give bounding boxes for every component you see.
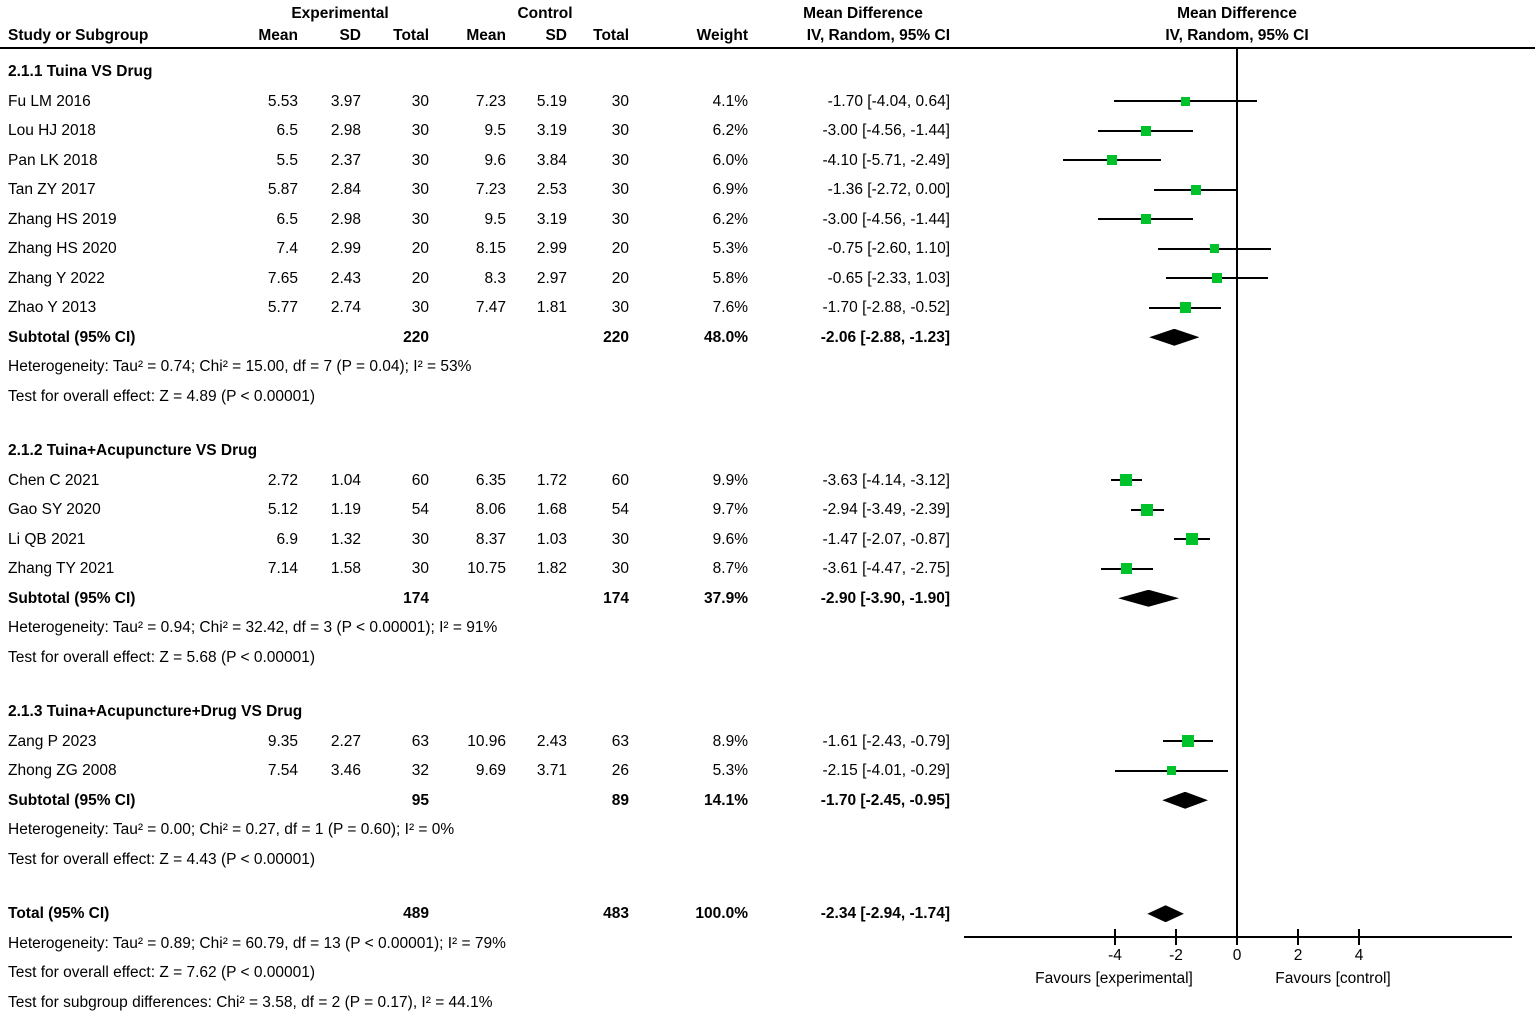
study-ctrl-total: 30 (611, 151, 629, 169)
total-overall-effect-line: Test for overall effect: Z = 7.62 (P < 0.00001) (8, 964, 316, 981)
study-exp-mean: 5.77 (267, 299, 298, 316)
study-name: Zang P 2023 (8, 732, 97, 750)
overall-effect-line: Test for overall effect: Z = 4.89 (P < 0.00001) (8, 387, 316, 405)
study-ctrl-sd: 2.43 (536, 732, 567, 750)
study-exp-total: 30 (411, 210, 429, 228)
axis-tick (1297, 929, 1299, 945)
total-label: Total (95% CI) (8, 905, 110, 922)
study-ctrl-total: 30 (611, 210, 629, 228)
effect-square (1180, 302, 1191, 313)
study-exp-total: 20 (411, 240, 429, 257)
study-exp-mean: 7.14 (267, 560, 298, 577)
effect-square (1186, 533, 1198, 545)
exp-total-col-header: Total (393, 27, 429, 44)
study-exp-mean: 6.9 (276, 530, 298, 548)
study-ctrl-mean: 9.5 (484, 122, 506, 139)
study-name: Zhong ZG 2008 (8, 762, 117, 779)
ci-plot-header: IV, Random, 95% CI (1165, 27, 1309, 44)
study-ctrl-sd: 1.81 (536, 299, 567, 316)
subtotal-exp-total: 174 (403, 589, 429, 607)
study-ci-text: -3.00 [-4.56, -1.44] (822, 122, 950, 139)
total-ctrl-total: 483 (603, 905, 629, 922)
effect-square (1141, 126, 1151, 136)
study-ctrl-mean: 8.15 (475, 240, 506, 257)
axis-line (964, 936, 1512, 938)
study-name: Zhang HS 2019 (8, 210, 117, 228)
subtotal-exp-total: 220 (403, 328, 429, 346)
weight-col-header: Weight (696, 27, 748, 44)
subtotal-diamond (1162, 792, 1208, 809)
study-ctrl-mean: 9.69 (475, 762, 506, 779)
study-ci-text: -3.00 [-4.56, -1.44] (822, 210, 950, 228)
study-name: Zhang Y 2022 (8, 269, 105, 287)
study-col-header: Study or Subgroup (8, 27, 149, 44)
study-ci-text: -3.63 [-4.14, -3.12] (822, 471, 950, 489)
study-ci-text: -0.65 [-2.33, 1.03] (827, 269, 950, 287)
effect-square (1141, 504, 1153, 516)
effect-square (1191, 185, 1201, 195)
study-ci-text: -1.70 [-4.04, 0.64] (827, 92, 950, 110)
subtotal-weight: 48.0% (704, 328, 748, 346)
effect-square (1181, 97, 1190, 106)
axis-tick-label: -2 (1169, 947, 1183, 964)
study-ctrl-total: 30 (611, 299, 629, 316)
study-ctrl-sd: 2.97 (536, 269, 567, 287)
study-exp-mean: 7.4 (276, 240, 298, 257)
study-ctrl-sd: 1.68 (536, 501, 567, 518)
study-weight: 6.9% (712, 181, 748, 198)
study-ctrl-mean: 7.23 (475, 92, 506, 110)
study-ctrl-total: 30 (611, 122, 629, 139)
study-weight: 9.9% (712, 471, 748, 489)
subtotal-diamond (1149, 329, 1199, 346)
favours-left-label: Favours [experimental] (1035, 970, 1193, 987)
study-exp-total: 30 (411, 560, 429, 577)
study-ctrl-mean: 10.75 (467, 560, 506, 577)
study-ctrl-sd: 1.72 (536, 471, 567, 489)
study-ci-text: -0.75 [-2.60, 1.10] (827, 240, 950, 257)
subtotal-ctrl-total: 174 (603, 589, 629, 607)
study-weight: 5.8% (712, 269, 748, 287)
study-weight: 7.6% (712, 299, 748, 316)
study-ctrl-total: 20 (611, 240, 629, 257)
study-exp-sd: 3.46 (330, 762, 361, 779)
study-ctrl-mean: 8.3 (484, 269, 506, 287)
subtotal-weight: 14.1% (704, 791, 748, 809)
effect-square (1107, 155, 1117, 165)
study-exp-total: 30 (411, 151, 429, 169)
study-ctrl-total: 26 (611, 762, 629, 779)
ci-col-header: IV, Random, 95% CI (806, 27, 950, 44)
study-ctrl-total: 63 (611, 732, 629, 750)
total-exp-total: 489 (403, 905, 429, 922)
ctrl-mean-col-header: Mean (466, 27, 506, 44)
study-exp-sd: 2.98 (330, 210, 361, 228)
study-ctrl-total: 30 (611, 560, 629, 577)
subtotal-weight: 37.9% (704, 589, 748, 607)
effect-square (1120, 474, 1132, 486)
effect-square (1121, 563, 1132, 574)
study-exp-mean: 6.5 (276, 122, 298, 139)
subtotal-exp-total: 95 (411, 791, 429, 809)
total-diamond (1147, 905, 1184, 922)
study-ci-text: -2.94 [-3.49, -2.39] (822, 501, 950, 518)
study-exp-total: 54 (411, 501, 429, 518)
axis-tick (1358, 929, 1360, 945)
subgroup-differences-line: Test for subgroup differences: Chi² = 3.58, df = 2 (P = 0.17), I² = 44.1% (8, 993, 493, 1011)
group-control-header: Control (517, 5, 573, 22)
axis-tick (1114, 929, 1116, 945)
study-ctrl-mean: 9.6 (484, 151, 506, 169)
section-title: 2.1.3 Tuina+Acupuncture+Drug VS Drug (8, 703, 303, 720)
subtotal-label: Subtotal (95% CI) (8, 791, 136, 809)
axis-tick-label: 4 (1354, 947, 1364, 964)
study-ctrl-mean: 7.47 (475, 299, 506, 316)
study-name: Lou HJ 2018 (8, 122, 96, 139)
subtotal-ci-text: -2.90 [-3.90, -1.90] (820, 589, 950, 607)
zero-line (1236, 49, 1238, 936)
study-exp-sd: 2.37 (330, 151, 361, 169)
study-exp-mean: 9.35 (267, 732, 298, 750)
overall-effect-line: Test for overall effect: Z = 4.43 (P < 0.00001) (8, 850, 316, 868)
study-weight: 6.0% (712, 151, 748, 169)
study-exp-sd: 1.04 (330, 471, 361, 489)
effect-square (1141, 214, 1151, 224)
study-ci-text: -1.47 [-2.07, -0.87] (822, 530, 950, 548)
study-exp-total: 30 (411, 299, 429, 316)
heterogeneity-line: Heterogeneity: Tau² = 0.74; Chi² = 15.00, df = 7 (P = 0.04); I² = 53% (8, 358, 472, 375)
subtotal-ci-text: -1.70 [-2.45, -0.95] (820, 791, 950, 809)
study-ctrl-sd: 1.03 (536, 530, 567, 548)
study-ci-text: -2.15 [-4.01, -0.29] (822, 762, 950, 779)
ctrl-total-col-header: Total (593, 27, 629, 44)
favours-right-label: Favours [control] (1275, 970, 1391, 987)
study-ctrl-mean: 7.23 (475, 181, 506, 198)
study-weight: 6.2% (712, 210, 748, 228)
study-ctrl-sd: 5.19 (536, 92, 567, 110)
study-name: Li QB 2021 (8, 530, 86, 548)
total-weight: 100.0% (695, 905, 748, 922)
header-separator-line (0, 47, 1535, 49)
study-exp-total: 30 (411, 122, 429, 139)
study-ci-text: -1.70 [-2.88, -0.52] (822, 299, 950, 316)
subtotal-label: Subtotal (95% CI) (8, 328, 136, 346)
subtotal-label: Subtotal (95% CI) (8, 589, 136, 607)
overall-effect-line: Test for overall effect: Z = 5.68 (P < 0.00001) (8, 648, 316, 666)
study-weight: 8.7% (712, 560, 748, 577)
effect-label-plot-header: Mean Difference (1177, 5, 1297, 22)
subtotal-ctrl-total: 220 (603, 328, 629, 346)
study-exp-sd: 2.27 (330, 732, 361, 750)
subtotal-ctrl-total: 89 (611, 791, 629, 809)
study-ctrl-mean: 10.96 (467, 732, 506, 750)
study-exp-sd: 1.19 (330, 501, 361, 518)
effect-square (1210, 244, 1219, 253)
study-exp-mean: 7.54 (267, 762, 298, 779)
effect-label-table-header: Mean Difference (803, 5, 923, 22)
study-exp-total: 30 (411, 181, 429, 198)
study-exp-total: 63 (411, 732, 429, 750)
section-title: 2.1.2 Tuina+Acupuncture VS Drug (8, 442, 258, 459)
heterogeneity-line: Heterogeneity: Tau² = 0.00; Chi² = 0.27, df = 1 (P = 0.60); I² = 0% (8, 821, 455, 838)
study-exp-mean: 5.12 (267, 501, 298, 518)
study-weight: 6.2% (712, 122, 748, 139)
study-exp-total: 20 (411, 269, 429, 287)
study-name: Chen C 2021 (8, 471, 100, 489)
study-ctrl-sd: 2.99 (536, 240, 567, 257)
study-ctrl-mean: 8.37 (475, 530, 506, 548)
study-name: Tan ZY 2017 (8, 181, 96, 198)
study-exp-total: 30 (411, 530, 429, 548)
study-name: Zhao Y 2013 (8, 299, 97, 316)
study-ctrl-mean: 6.35 (475, 471, 506, 489)
study-ctrl-sd: 3.84 (536, 151, 567, 169)
heterogeneity-line: Heterogeneity: Tau² = 0.94; Chi² = 32.42, df = 3 (P < 0.00001); I² = 91% (8, 619, 498, 636)
study-ctrl-sd: 1.82 (536, 560, 567, 577)
study-ctrl-total: 54 (611, 501, 629, 518)
study-ctrl-total: 20 (611, 269, 629, 287)
study-weight: 9.6% (712, 530, 748, 548)
total-ci-text: -2.34 [-2.94, -1.74] (820, 905, 950, 922)
study-name: Gao SY 2020 (8, 501, 101, 518)
axis-tick-label: 2 (1293, 947, 1303, 964)
study-ctrl-total: 30 (611, 92, 629, 110)
study-exp-mean: 5.87 (267, 181, 298, 198)
study-exp-mean: 5.53 (267, 92, 298, 110)
study-exp-total: 30 (411, 92, 429, 110)
study-exp-sd: 2.43 (330, 269, 361, 287)
axis-tick-label: -4 (1108, 947, 1122, 964)
effect-square (1182, 735, 1194, 747)
subtotal-diamond (1118, 590, 1179, 607)
study-name: Fu LM 2016 (8, 92, 91, 110)
effect-square (1212, 273, 1222, 283)
group-experimental-header: Experimental (291, 5, 389, 22)
study-exp-sd: 2.98 (330, 122, 361, 139)
study-weight: 9.7% (712, 501, 748, 518)
study-ci-text: -1.61 [-2.43, -0.79] (822, 732, 950, 750)
study-ctrl-sd: 3.19 (536, 122, 567, 139)
axis-tick (1236, 929, 1238, 945)
study-ctrl-mean: 9.5 (484, 210, 506, 228)
study-name: Zhang TY 2021 (8, 560, 115, 577)
study-ci-text: -1.36 [-2.72, 0.00] (827, 181, 950, 198)
study-weight: 5.3% (712, 240, 748, 257)
axis-tick (1175, 929, 1177, 945)
section-title: 2.1.1 Tuina VS Drug (8, 63, 153, 80)
study-name: Zhang HS 2020 (8, 240, 117, 257)
study-exp-sd: 2.99 (330, 240, 361, 257)
study-weight: 5.3% (712, 762, 748, 779)
study-exp-sd: 1.58 (330, 560, 361, 577)
study-exp-mean: 2.72 (267, 471, 298, 489)
study-exp-sd: 2.74 (330, 299, 361, 316)
study-weight: 4.1% (712, 92, 748, 110)
total-heterogeneity-line: Heterogeneity: Tau² = 0.89; Chi² = 60.79, df = 13 (P < 0.00001); I² = 79% (8, 934, 506, 952)
study-exp-sd: 3.97 (330, 92, 361, 110)
effect-square (1167, 766, 1176, 775)
study-exp-total: 60 (411, 471, 429, 489)
study-exp-mean: 7.65 (267, 269, 298, 287)
study-ctrl-total: 30 (611, 181, 629, 198)
study-weight: 8.9% (712, 732, 748, 750)
study-ctrl-mean: 8.06 (475, 501, 506, 518)
study-exp-mean: 5.5 (276, 151, 298, 169)
study-exp-mean: 6.5 (276, 210, 298, 228)
study-exp-sd: 1.32 (330, 530, 361, 548)
study-ctrl-total: 30 (611, 530, 629, 548)
study-exp-sd: 2.84 (330, 181, 361, 198)
exp-sd-col-header: SD (339, 27, 361, 44)
study-ctrl-sd: 3.19 (536, 210, 567, 228)
ctrl-sd-col-header: SD (545, 27, 567, 44)
subtotal-ci-text: -2.06 [-2.88, -1.23] (820, 328, 950, 346)
study-ctrl-sd: 3.71 (536, 762, 567, 779)
study-ci-text: -3.61 [-4.47, -2.75] (822, 560, 950, 577)
study-name: Pan LK 2018 (8, 151, 98, 169)
study-ci-text: -4.10 [-5.71, -2.49] (822, 151, 950, 169)
exp-mean-col-header: Mean (258, 27, 298, 44)
study-ctrl-sd: 2.53 (536, 181, 567, 198)
study-ctrl-total: 60 (611, 471, 629, 489)
axis-tick-label: 0 (1232, 947, 1242, 964)
study-exp-total: 32 (411, 762, 429, 779)
